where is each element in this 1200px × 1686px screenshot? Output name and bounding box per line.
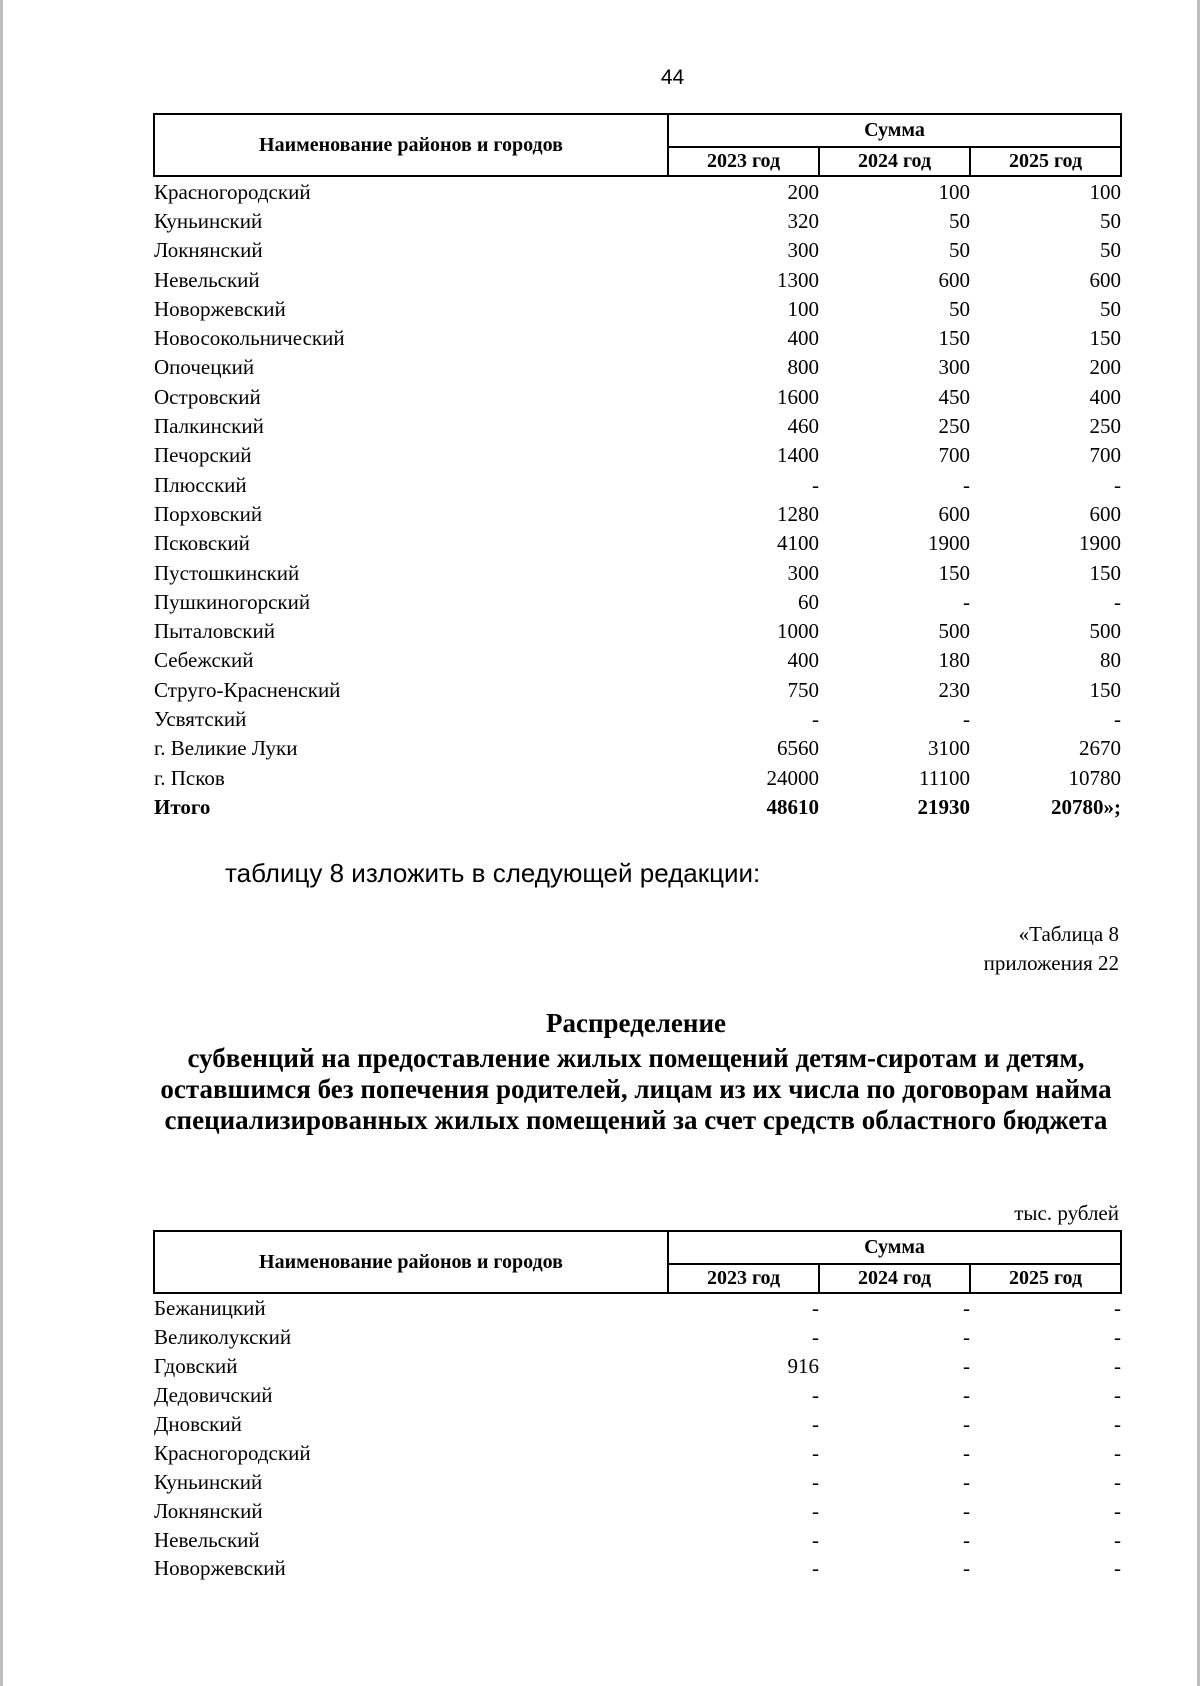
amount-2024: - xyxy=(963,1556,970,1581)
table-row xyxy=(154,236,1121,265)
district-name: Локнянский xyxy=(154,1498,263,1523)
table-row xyxy=(154,587,1121,616)
table-row xyxy=(154,176,1121,206)
table-row xyxy=(154,1381,1121,1410)
amount-2024: - xyxy=(963,1412,970,1436)
document-subtitle: субвенций на предоставление жилых помещений детям-сиротам и детям, оставшимся без попечения родителей, лицам из их числа по договорам найма специализированных жилых помещений за счет средств областного бюджета xyxy=(160,1043,1112,1135)
table-row xyxy=(154,1496,1121,1525)
amount-2025: 500 xyxy=(1089,619,1122,644)
amount-2024: - xyxy=(963,1527,970,1552)
amount-2023: - xyxy=(812,1412,819,1436)
district-name: Куньинский xyxy=(154,1469,263,1494)
table-row xyxy=(154,763,1121,792)
district-name: Пушкиногорский xyxy=(154,589,311,614)
amount-2025: - xyxy=(1114,1383,1122,1408)
header-year-2025: 2025 год xyxy=(970,147,1121,176)
amount-2023: 1280 xyxy=(777,501,819,526)
district-name: Усвятский xyxy=(154,706,247,731)
amount-2023: 300 xyxy=(787,560,819,585)
amount-2025: - xyxy=(1114,1440,1122,1465)
amount-2025: 1900 xyxy=(1079,531,1122,556)
table-row xyxy=(154,558,1121,587)
amount-2025: - xyxy=(1114,1325,1122,1350)
amendment-instruction: таблицу 8 изложить в следующей редакции: xyxy=(225,858,761,888)
amount-2025: - xyxy=(1114,1469,1122,1494)
table-body xyxy=(154,1293,1121,1583)
district-name: Красногородский xyxy=(154,179,311,204)
district-name: Новоржевский xyxy=(154,296,286,321)
table-row xyxy=(154,1410,1121,1439)
amount-2024: 180 xyxy=(938,648,970,673)
amount-2024: 150 xyxy=(938,560,970,585)
amount-2025: - xyxy=(1114,1296,1122,1321)
amount-2024: - xyxy=(963,706,970,731)
district-name: Псковский xyxy=(154,531,250,556)
table-row xyxy=(154,616,1121,645)
amount-2023: 400 xyxy=(787,326,819,351)
header-year-2024: 2024 год xyxy=(819,1264,970,1293)
subvention-table-continued xyxy=(153,113,1122,822)
district-name: Себежский xyxy=(154,648,254,673)
district-name: Невельский xyxy=(154,267,260,292)
amount-2024: 500 xyxy=(938,619,970,644)
amount-2023: - xyxy=(812,472,819,497)
header-district-name: Наименование районов и городов xyxy=(154,114,668,176)
table-row xyxy=(154,734,1121,763)
amount-2025: - xyxy=(1114,706,1122,731)
table-row xyxy=(154,1525,1121,1554)
table-row xyxy=(154,206,1121,235)
table-row xyxy=(154,1554,1121,1583)
amount-2023: - xyxy=(812,1325,819,1350)
amount-2025: 80 xyxy=(1100,648,1122,673)
header-district-name: Наименование районов и городов xyxy=(154,1231,668,1293)
district-name: Дедовичский xyxy=(154,1383,273,1408)
table-row xyxy=(154,529,1121,558)
amount-2024: - xyxy=(963,1440,970,1465)
amount-2023: - xyxy=(812,1383,819,1408)
amount-2024: - xyxy=(963,472,970,497)
amount-2023: - xyxy=(812,1296,819,1321)
page-number: 44 xyxy=(660,66,685,89)
table-row xyxy=(154,704,1121,733)
amount-2024: 230 xyxy=(938,677,970,702)
amount-2023: 200 xyxy=(787,179,819,204)
amount-2024: - xyxy=(963,1498,970,1523)
table-row xyxy=(154,411,1121,440)
district-name: Дновский xyxy=(154,1412,242,1436)
subvention-table-8 xyxy=(153,1230,1122,1583)
district-name: Плюсский xyxy=(154,472,247,497)
amount-2025: 10780 xyxy=(1068,765,1122,790)
total-label: Итого xyxy=(154,794,211,819)
units-label: тыс. рублей xyxy=(1014,1201,1119,1225)
amount-2025: - xyxy=(1114,1498,1122,1523)
table-row xyxy=(154,1438,1121,1467)
amount-2025: 150 xyxy=(1089,677,1122,702)
amount-2024: 700 xyxy=(938,443,970,468)
amount-2024: 150 xyxy=(938,326,970,351)
district-name: Островский xyxy=(154,384,261,409)
amount-2024: 600 xyxy=(938,267,970,292)
amount-2025: - xyxy=(1114,1412,1122,1436)
amount-2024: 450 xyxy=(938,384,970,409)
amount-2025: - xyxy=(1114,1556,1122,1581)
amount-2023: 24000 xyxy=(766,765,819,790)
amount-2025: 20780»; xyxy=(1051,794,1122,819)
header-year-2023: 2023 год xyxy=(668,147,819,176)
district-name: Пустошкинский xyxy=(154,560,300,585)
amount-2023: 1300 xyxy=(777,267,819,292)
district-name: г. Псков xyxy=(154,765,225,790)
amount-2024: - xyxy=(963,1325,970,1350)
district-name: Гдовский xyxy=(154,1354,238,1379)
district-name: Струго-Красненский xyxy=(154,677,341,702)
amount-2025: 400 xyxy=(1089,384,1122,409)
table-row xyxy=(154,646,1121,675)
district-name: г. Великие Луки xyxy=(154,736,298,761)
amount-2023: 6560 xyxy=(777,736,819,761)
amount-2024: 50 xyxy=(949,296,970,321)
amount-2025: - xyxy=(1114,589,1122,614)
header-sum: Сумма xyxy=(668,114,1121,147)
amount-2025: - xyxy=(1114,472,1122,497)
amount-2023: 750 xyxy=(787,677,819,702)
amount-2024: - xyxy=(963,1354,970,1379)
amount-2023: - xyxy=(812,1556,819,1581)
amount-2024: 3100 xyxy=(928,736,970,761)
header-year-2025: 2025 год xyxy=(970,1264,1121,1293)
amount-2023: - xyxy=(812,706,819,731)
district-name: Палкинский xyxy=(154,414,264,439)
district-name: Куньинский xyxy=(154,208,263,233)
table-row xyxy=(154,294,1121,323)
amount-2024: 50 xyxy=(949,208,970,233)
district-name: Порховский xyxy=(154,501,263,526)
district-name: Бежаницкий xyxy=(154,1296,266,1321)
document-title: Распределение xyxy=(545,1008,727,1038)
amount-2023: - xyxy=(812,1440,819,1465)
amount-2023: 800 xyxy=(787,355,819,380)
amount-2025: 2670 xyxy=(1079,736,1122,761)
amount-2025: 600 xyxy=(1089,267,1122,292)
table-row xyxy=(154,499,1121,528)
amount-2024: - xyxy=(963,1383,970,1408)
header-year-2024: 2024 год xyxy=(819,147,970,176)
total-row xyxy=(154,792,1121,821)
table-row xyxy=(154,353,1121,382)
table-caption-number: «Таблица 8 xyxy=(1018,922,1119,946)
table-row xyxy=(154,1352,1121,1381)
amount-2024: 600 xyxy=(938,501,970,526)
table-caption-appendix: приложения 22 xyxy=(983,951,1119,975)
amount-2023: 1400 xyxy=(777,443,819,468)
table-row xyxy=(154,1293,1121,1323)
amount-2025: 50 xyxy=(1100,296,1122,321)
district-name: Локнянский xyxy=(154,238,263,263)
amount-2023: 320 xyxy=(787,208,819,233)
header-sum: Сумма xyxy=(668,1231,1121,1264)
amount-2023: 48610 xyxy=(766,794,819,819)
amount-2025: 50 xyxy=(1100,208,1122,233)
amount-2025: 700 xyxy=(1089,443,1122,468)
amount-2025: 200 xyxy=(1089,355,1122,380)
district-name: Невельский xyxy=(154,1527,260,1552)
amount-2023: 1600 xyxy=(777,384,819,409)
amount-2023: 4100 xyxy=(777,531,819,556)
amount-2023: - xyxy=(812,1527,819,1552)
district-name: Красногородский xyxy=(154,1440,311,1465)
amount-2024: 11100 xyxy=(919,765,970,790)
amount-2025: - xyxy=(1114,1354,1122,1379)
header-year-2023: 2023 год xyxy=(668,1264,819,1293)
district-name: Опочецкий xyxy=(154,355,255,380)
amount-2023: 100 xyxy=(787,296,819,321)
table-row xyxy=(154,265,1121,294)
district-name: Новоржевский xyxy=(154,1556,286,1581)
table-row xyxy=(154,675,1121,704)
amount-2025: 600 xyxy=(1089,501,1122,526)
amount-2023: 1000 xyxy=(777,619,819,644)
amount-2024: - xyxy=(963,589,970,614)
amount-2023: 916 xyxy=(787,1354,819,1379)
amount-2024: - xyxy=(963,1296,970,1321)
amount-2023: 400 xyxy=(787,648,819,673)
district-name: Печорский xyxy=(154,443,252,468)
table-row xyxy=(154,1323,1121,1352)
amount-2025: 100 xyxy=(1089,179,1122,204)
table-row xyxy=(154,1467,1121,1496)
amount-2024: 100 xyxy=(938,179,970,204)
amount-2024: 50 xyxy=(949,238,970,263)
table-row xyxy=(154,470,1121,499)
district-name: Пыталовский xyxy=(154,619,275,644)
amount-2023: - xyxy=(812,1498,819,1523)
amount-2025: - xyxy=(1114,1527,1122,1552)
amount-2025: 150 xyxy=(1089,560,1122,585)
amount-2025: 250 xyxy=(1089,414,1122,439)
district-name: Великолукский xyxy=(154,1325,292,1350)
amount-2024: 21930 xyxy=(917,794,970,819)
amount-2025: 150 xyxy=(1089,326,1122,351)
amount-2024: 1900 xyxy=(928,531,970,556)
scan-edge-left xyxy=(0,0,3,1686)
amount-2024: 250 xyxy=(938,414,970,439)
amount-2025: 50 xyxy=(1100,238,1122,263)
amount-2024: - xyxy=(963,1469,970,1494)
table-row xyxy=(154,441,1121,470)
table-row xyxy=(154,382,1121,411)
amount-2023: 60 xyxy=(798,589,819,614)
amount-2023: 460 xyxy=(787,414,819,439)
table-row xyxy=(154,323,1121,352)
district-name: Новосокольнический xyxy=(154,326,345,351)
table-body xyxy=(154,176,1121,822)
amount-2023: 300 xyxy=(787,238,819,263)
amount-2024: 300 xyxy=(938,355,970,380)
amount-2023: - xyxy=(812,1469,819,1494)
